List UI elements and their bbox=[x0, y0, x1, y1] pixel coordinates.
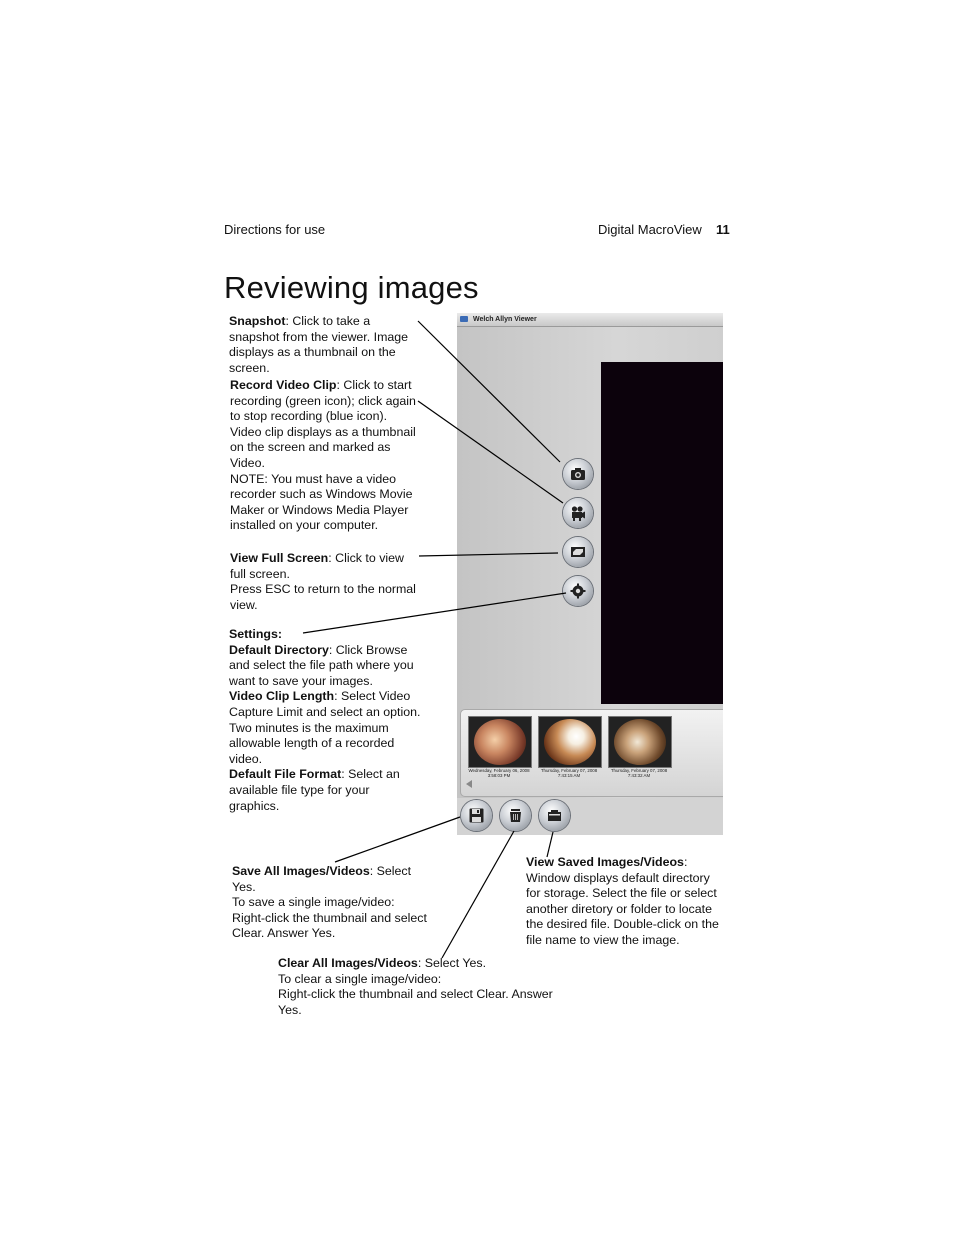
snapshot-note: Snapshot: Click to take a snapshot from the viewer. Image displays as a thumbnail on the screen. bbox=[229, 314, 409, 375]
view-saved-note: View Saved Images/Videos: Window displays default directory for storage. Select the file or select another diretory or folder to locate the desired file. Double-click on the file name to view the image. bbox=[526, 855, 719, 947]
fullscreen-callout-line bbox=[419, 553, 558, 556]
clear-all-callout-line bbox=[442, 831, 514, 958]
page-title: Reviewing images bbox=[224, 270, 479, 305]
record-video-note: Record Video Clip: Click to start recording (green icon); click again to stop recording (blue icon). Video clip displays as a thumbnail on the screen and marked as Video. NOTE: You must have a video recorder such as Windows Movie Maker or Windows Media Player installed on your computer. bbox=[230, 378, 416, 533]
page-number: 11 bbox=[716, 222, 730, 237]
viewer-title: Welch Allyn Viewer bbox=[473, 316, 537, 323]
record-callout-line bbox=[418, 401, 563, 503]
settings-note: Settings: Default Directory: Click Browse and select the file path where you want to save your images. Video Clip Length: Select Video Capture Limit and select an option. Two minutes is the maximum allowable length of a recorded video. Default File Format: Select an available file type for your graphics. bbox=[229, 627, 421, 813]
running-header-left: Directions for use bbox=[224, 222, 326, 237]
thumbnail-caption: Thursday, February 07, 2008 7:43:15 AM bbox=[540, 768, 598, 779]
running-header-right: Digital MacroView bbox=[598, 222, 702, 237]
save-all-callout-line bbox=[335, 817, 460, 862]
clear-all-note: Clear All Images/Videos: Select Yes. To clear a single image/video: Right-click the thumbnail and select Clear. Answer Yes. bbox=[278, 956, 553, 1017]
full-screen-note: View Full Screen: Click to view full screen. Press ESC to return to the normal view. bbox=[230, 551, 416, 612]
thumbnail-caption: Wednesday, February 06, 2008 3:58:03 PM bbox=[468, 768, 530, 779]
snapshot-callout-line bbox=[418, 321, 560, 462]
view-saved-callout-line bbox=[547, 832, 553, 857]
save-all-note: Save All Images/Videos: Select Yes. To save a single image/video: Right-click the thumbnail and select Clear. Answer Yes. bbox=[232, 864, 427, 941]
thumbnail-caption: Thursday, February 07, 2008 7:43:32 AM bbox=[610, 768, 668, 779]
